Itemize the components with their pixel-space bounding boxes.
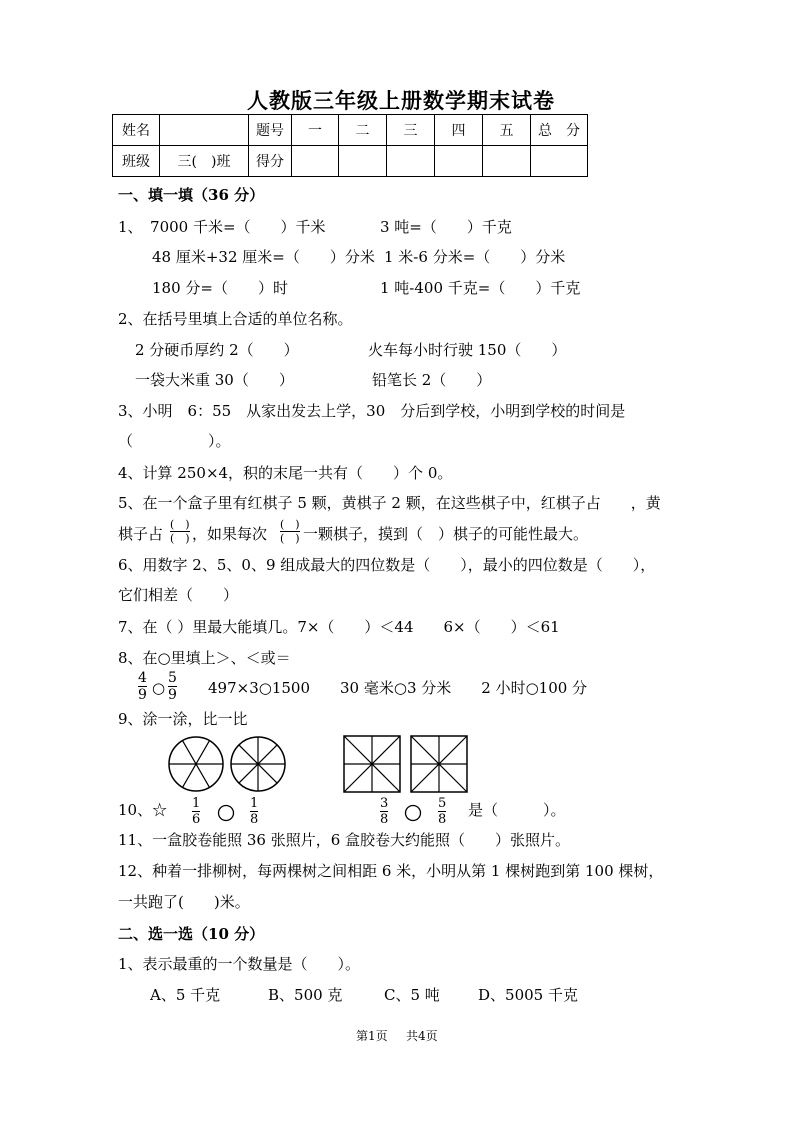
table-cell[interactable] [387, 146, 435, 177]
fraction-denominator: ( ) [280, 532, 300, 545]
fraction-one-eighth [250, 797, 258, 826]
fraction-numerator: ( ) [280, 518, 300, 531]
page-total: 共4页 [406, 1029, 438, 1043]
question-text: 6、用数字 2、5、0、9 组成最大的四位数是（ ），最小的四位数是（ ）， [118, 556, 656, 574]
circle-eighths-figure[interactable] [229, 735, 287, 793]
option-c[interactable]: C、5 吨 [384, 986, 440, 1004]
square-eighths-figure[interactable] [343, 735, 401, 793]
fraction-numerator: 1 [192, 796, 201, 811]
question-text: 5、在一个盒子里有红棋子 5 颗，黄棋子 2 颗，在这些棋子中，红棋子占 ，黄 [118, 494, 661, 512]
question-text: 48 厘米+32 厘米=（ ）分米 [152, 248, 375, 266]
fraction-numerator: 1 [250, 796, 259, 811]
question-text: 11、一盒胶卷能照 36 张照片，6 盒胶卷大约能照（ ）张照片。 [118, 831, 571, 849]
question-text: 铅笔长 2（ ） [372, 371, 492, 389]
question-text: 1 吨-400 千克=（ ）千克 [380, 279, 581, 297]
page-number: 第1页 [356, 1029, 388, 1043]
fraction-denominator: 8 [438, 812, 447, 827]
question-text: 2 分硬币厚约 2（ ） [135, 341, 299, 359]
table-cell: 姓名 [113, 115, 160, 146]
fraction-denominator: 8 [380, 812, 389, 827]
fraction-numerator: 3 [380, 796, 389, 811]
score-table-row [113, 115, 588, 146]
question-text: 它们相差（ ） [118, 586, 239, 604]
question-text: （ ）。 [118, 432, 231, 450]
fraction-numerator: 5 [438, 796, 447, 811]
question-text: ，如果每次 [192, 525, 268, 543]
question-text: 7、在（ ）里最大能填几。7×（ ）＜44 6×（ ）＜61 [118, 618, 560, 636]
fraction-numerator: 4 [138, 670, 147, 686]
question-text: 是（ ）。 [468, 801, 566, 819]
table-cell: 总 分 [531, 115, 588, 146]
table-cell[interactable] [531, 146, 588, 177]
question-text: 一袋大米重 30（ ） [135, 371, 294, 389]
page-title: 人教版三年级上册数学期末试卷 [247, 88, 555, 113]
table-cell: 二 [339, 115, 387, 146]
fraction-denominator: ( ) [170, 532, 190, 545]
question-text: 180 分=（ ）时 [152, 279, 288, 297]
fraction-five-ninths [168, 671, 177, 702]
question-text: 2、在括号里填上合适的单位名称。 [118, 310, 353, 328]
fraction-four-ninths [138, 671, 147, 702]
option-a[interactable]: A、5 千克 [150, 986, 221, 1004]
table-cell: 班级 [113, 146, 160, 177]
table-cell: 一 [292, 115, 339, 146]
compare-circle[interactable] [217, 804, 235, 822]
question-text: 12、种着一排柳树，每两棵树之间相距 6 米，小明从第 1 棵树跑到第 100 棵树， [118, 862, 664, 880]
blank-fraction[interactable] [280, 519, 300, 544]
fraction-denominator: 9 [138, 687, 147, 703]
square-eighths-figure[interactable] [410, 735, 468, 793]
table-cell[interactable] [435, 146, 483, 177]
table-cell[interactable] [292, 146, 339, 177]
section-heading: 一、填一填（36 分） [118, 186, 265, 204]
fraction-denominator: 9 [168, 687, 177, 703]
score-table [112, 114, 588, 177]
score-table-row [113, 146, 588, 177]
compare-circle[interactable]: ○ [152, 679, 166, 697]
table-cell[interactable] [483, 146, 531, 177]
question-text: 9、涂一涂，比一比 [118, 710, 248, 728]
question-text: 3、小明 6：55 从家出发去上学，30 分后到学校，小明到学校的时间是 [118, 402, 626, 420]
fraction-five-eighths [438, 797, 446, 826]
question-text: 1、 7000 千米=（ ）千米 [118, 218, 326, 236]
question-text: 8、在○里填上＞、＜或＝ [118, 649, 291, 667]
question-text: 一共跑了( )米。 [118, 893, 250, 911]
fraction-one-sixth [192, 797, 200, 826]
table-cell: 三 [387, 115, 435, 146]
fraction-denominator: 8 [250, 812, 259, 827]
question-text: 3 吨=（ ）千克 [380, 218, 512, 236]
section-heading: 二、选一选（10 分） [118, 925, 265, 943]
table-cell: 四 [435, 115, 483, 146]
compare-circle[interactable] [404, 804, 422, 822]
table-cell: 题号 [249, 115, 292, 146]
question-text: 1、表示最重的一个数量是（ ）。 [118, 955, 361, 973]
table-cell: 三( )班 [160, 146, 249, 177]
option-d[interactable]: D、5005 千克 [478, 986, 578, 1004]
fraction-denominator: 6 [192, 812, 201, 827]
fraction-three-eighths [380, 797, 388, 826]
question-text: 棋子占 [118, 525, 164, 543]
table-cell[interactable] [339, 146, 387, 177]
table-cell: 五 [483, 115, 531, 146]
table-cell [160, 115, 249, 146]
option-b[interactable]: B、500 克 [268, 986, 343, 1004]
blank-fraction[interactable] [170, 519, 190, 544]
question-text: 一颗棋子，摸到（ ）棋子的可能性最大。 [303, 525, 589, 543]
question-text: 4、计算 250×4，积的末尾一共有（ ）个 0。 [118, 464, 453, 482]
fraction-numerator: 5 [168, 670, 177, 686]
table-cell: 得分 [249, 146, 292, 177]
question-text: 10、☆ [118, 801, 168, 819]
question-text: 火车每小时行驶 150（ ） [368, 341, 567, 359]
question-text: 1 米-6 分米=（ ）分米 [384, 248, 566, 266]
question-text: 497×3○1500 30 毫米○3 分米 2 小时○100 分 [208, 679, 588, 697]
fraction-numerator: ( ) [170, 518, 190, 531]
circle-sixths-figure[interactable] [167, 735, 225, 793]
